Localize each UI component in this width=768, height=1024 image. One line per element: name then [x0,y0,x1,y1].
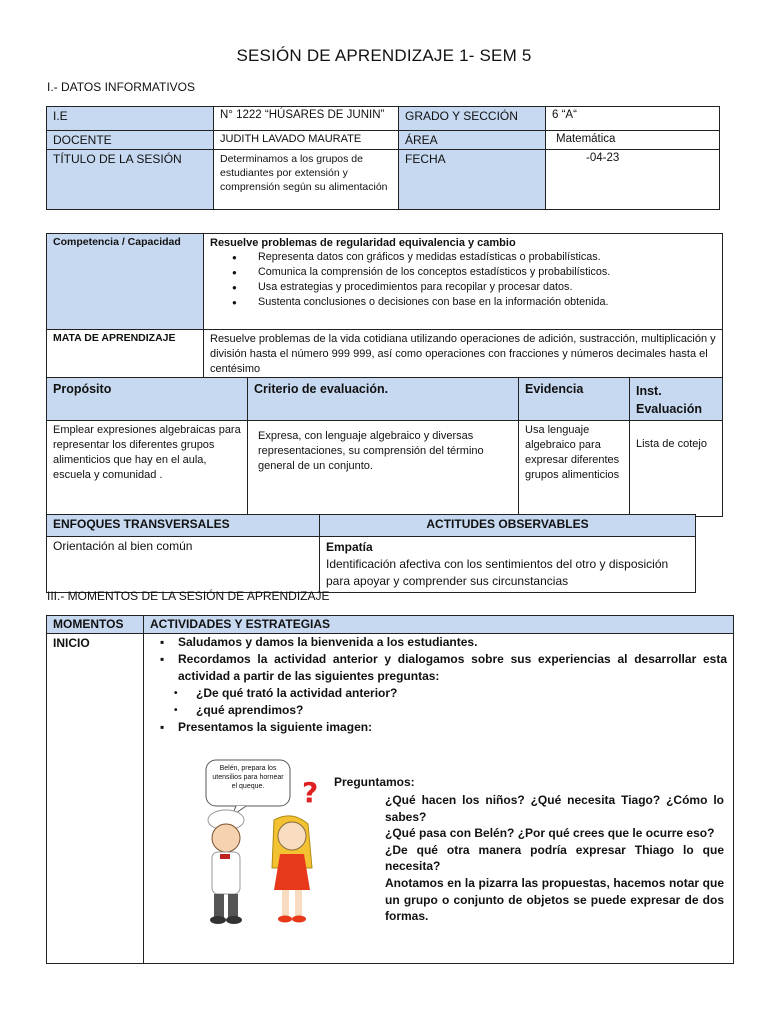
svg-text:?: ? [302,776,319,809]
actividades-header: ACTIVIDADES Y ESTRATEGIAS [144,616,734,634]
docente-label: DOCENTE [47,131,214,150]
info-table [46,106,720,210]
questions-block [385,792,724,925]
question-3: ¿De qué otra manera podría expresar Thiago lo que necesita? [385,842,724,874]
proposito-header: Propósito [47,378,248,421]
momentos-header: MOMENTOS [47,616,144,634]
closing-note: Anotamos en la pizarra las propuestas, hacemos notar que un grupo o conjunto de objetos se puede expresar de dos formas. [385,875,724,924]
section-heading-datos: I.- DATOS INFORMATIVOS [47,80,196,94]
actividades-list [144,634,727,736]
list-item: ● Usa estrategias y procedimientos para recopilar y procesar datos. [258,280,716,295]
fecha-label: FECHA [399,150,546,210]
area-value: Matemática [546,131,720,150]
section-heading-momentos: III.- MOMENTOS DE LA SESIÓN DE APRENDIZAJE [47,589,330,603]
preguntamos-label: Preguntamos: [334,775,415,789]
list-item: ● Sustenta conclusiones o decisiones con base en la información obtenida. [258,295,716,310]
actitud-text: Identificación afectiva con los sentimientos del otro y disposición para apoyar y comprender sus circunstancias [326,557,669,588]
list-item: ● Representa datos con gráficos y medidas estadísticas o probabilísticas. [258,250,716,265]
competencia-label: Competencia / Capacidad [47,234,204,330]
question-2: ¿Qué pasa con Belén? ¿Por qué crees que le ocurre eso? [385,826,715,841]
mata-text: Resuelve problemas de la vida cotidiana utilizando operaciones de adición, sustracción, multiplicación y división hasta el número 999 999, así como operaciones con fracciones y números decimales hasta el centésimo [204,330,723,380]
list-item: • ¿qué aprendimos? [144,702,727,719]
fecha-value: -04-23 [546,150,720,210]
evidencia-text: Usa lenguaje algebraico para expresar diferentes grupos alimenticios [519,421,630,517]
actitud-title: Empatía [326,540,373,554]
actitudes-header: ACTITUDES OBSERVABLES [320,515,696,537]
competencia-table [46,233,723,380]
enfoque-text: Orientación al bien común [47,537,320,593]
enfoques-table [46,514,696,593]
list-item: ▪ Presentamos la siguiente imagen: [144,719,727,736]
list-item: ▪ Recordamos la actividad anterior y dialogamos sobre sus experiencias al desarrollar esta actividad a partir de las siguientes preguntas: [144,651,727,685]
evaluacion-table [46,377,723,517]
titulo-label: TÍTULO DE LA SESIÓN [47,150,214,210]
evidencia-header: Evidencia [519,378,630,421]
criterio-header: Criterio de evaluación. [248,378,519,421]
capacidades-list [210,250,716,310]
grado-value: 6 “A“ [546,107,720,131]
titulo-value: Determinamos a los grupos de estudiantes por extensión y comprensión según su alimentación [214,150,399,210]
mata-label: MATA DE APRENDIZAJE [47,330,204,380]
area-label: ÁREA [399,131,546,150]
grado-label: GRADO Y SECCIÓN [399,107,546,131]
proposito-text: Emplear expresiones algebraicas para representar los diferentes grupos alimenticios que hay en el aula, escuela y comunidad . [47,421,248,517]
page-title: SESIÓN DE APRENDIZAJE 1- SEM 5 [236,46,532,65]
docente-value: JUDITH LAVADO MAURATE [214,131,399,150]
enfoques-header: ENFOQUES TRANSVERSALES [47,515,320,537]
children-illustration [196,758,328,928]
ie-value: N° 1222 “HÚSARES DE JUNIN” [214,107,399,131]
question-1: ¿Qué hacen los niños? ¿Qué necesita Tiago? ¿Cómo lo sabes? [385,793,724,824]
momentos-table [46,615,734,964]
competencia-heading: Resuelve problemas de regularidad equivalencia y cambio [210,237,516,249]
inst-text: Lista de cotejo [630,421,723,517]
inst-header: Inst. Evaluación [630,378,723,421]
list-item: • ¿De qué trató la actividad anterior? [144,685,727,702]
speech-bubble-text: Belén, prepara los utensilios para hornear el queque. [212,765,284,790]
list-item: ● Comunica la comprensión de los conceptos estadísticos y probabilísticos. [258,265,716,280]
criterio-text: Expresa, con lenguaje algebraico y diversas representaciones, su comprensión del término general de un conjunto. [248,421,519,517]
ie-label: I.E [47,107,214,131]
inicio-label: INICIO [47,634,144,964]
list-item: ▪ Saludamos y damos la bienvenida a los estudiantes. [144,634,727,651]
